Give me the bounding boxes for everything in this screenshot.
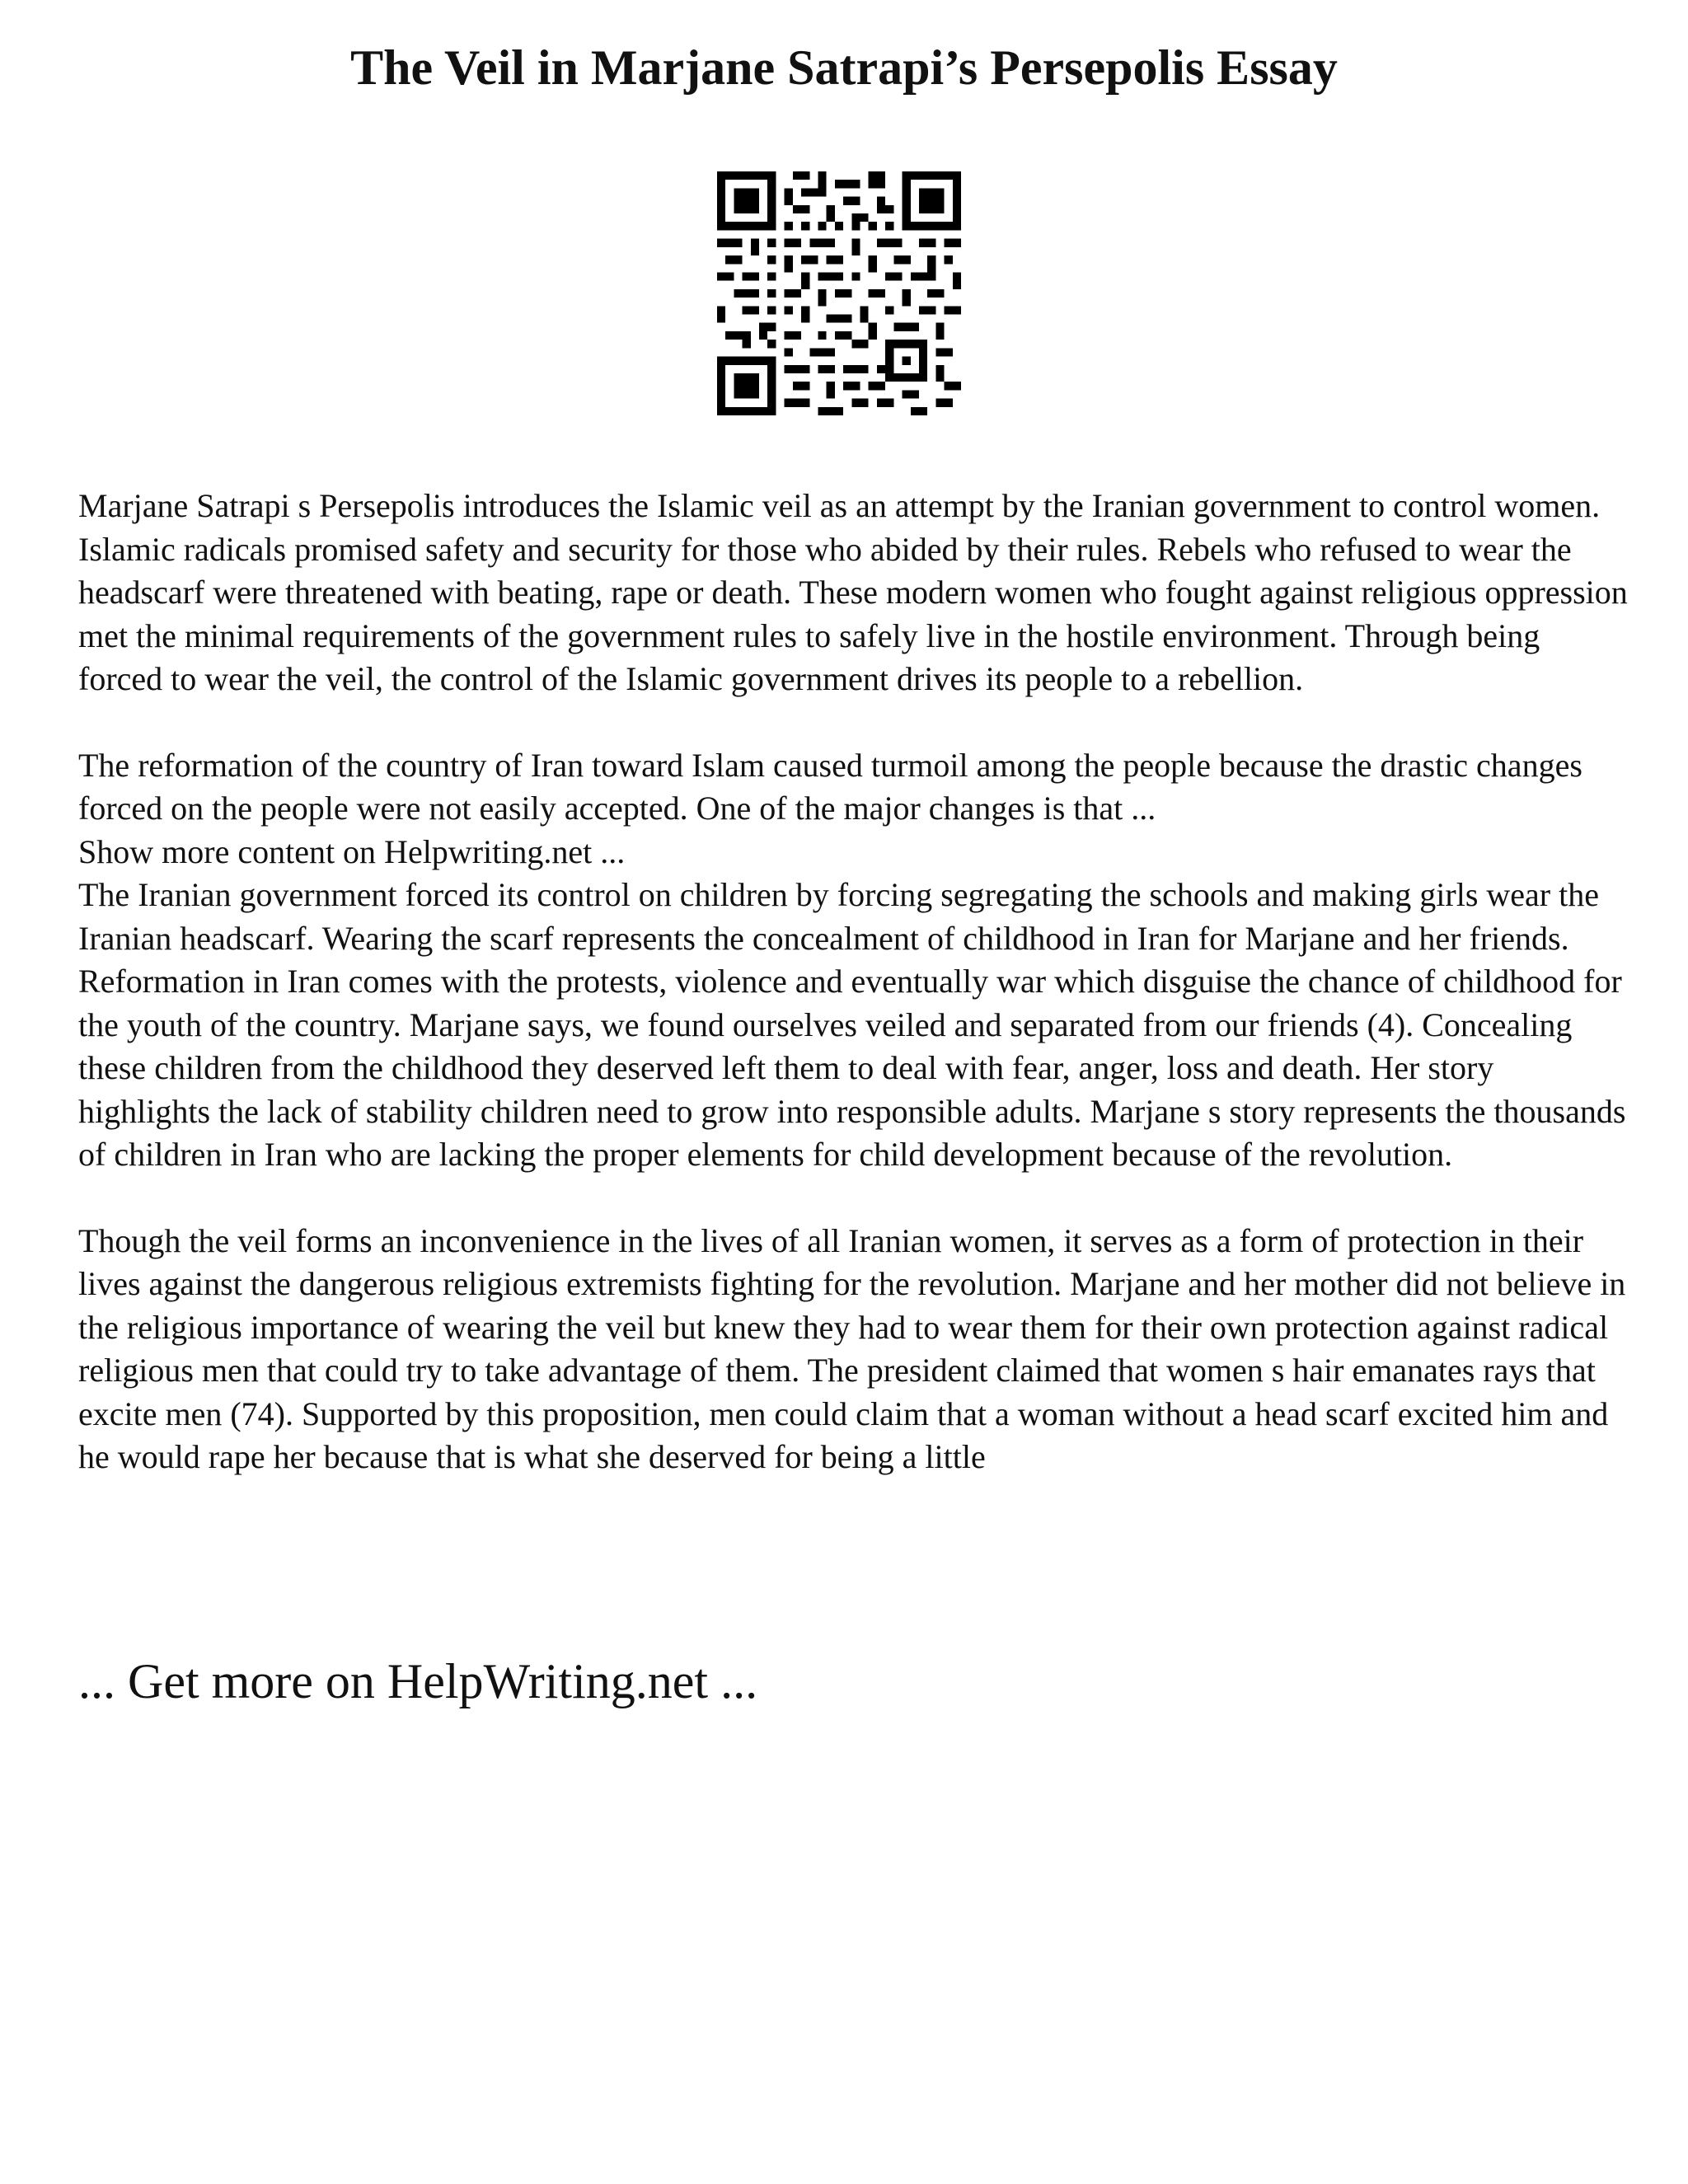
paragraph-intro: Marjane Satrapi s Persepolis introduces the Islamic veil as an attempt by the Iranian government to control women. Islamic radicals promised safety and security for those who abided by their rules. Rebels who refused to wear the headscarf were threatened with beating, rape or death. These modern women who fought against religious oppression met the minimal requirements of the government rules to safely live in the hostile environment. Through being forced to wear the veil, the control of the Islamic government drives its people to a rebellion. — [78, 487, 1628, 697]
paragraph-government-control: The Iranian government forced its control on children by forcing segregating the schools and making girls wear the Iranian headscarf. Wearing the scarf represents the concealment of childhood in Iran for Marjane and her friends. Reformation in Iran comes with the protests, violence and eventually war which disguise the chance of childhood for the youth of the country. Marjane says, we found ourselves veiled and separated from our friends (4). Concealing these children from the childhood they deserved left them to deal with fear, anger, loss and death. Her story highlights the lack of stability children need to grow into responsible adults. Marjane s story represents the thousands of children in Iran who are lacking the proper elements for child development because of the revolution. — [78, 876, 1626, 1173]
essay-body — [78, 485, 1628, 1479]
qr-code-graphic — [717, 171, 961, 415]
show-more-link[interactable]: Show more content on Helpwriting.net ... — [78, 832, 626, 870]
paragraph-veil-protection: Though the veil forms an inconvenience in the lives of all Iranian women, it serves as a form of protection in their lives against the dangerous religious extremists fighting for the revolution. Marjane and her mother did not believe in the religious importance of wearing the veil but knew they had to wear them for their own protection against radical religious men that could try to take advantage of them. The president claimed that women s hair emanates rays that excite men (74). Supported by this proposition, men could claim that a woman without a head scarf excited him and he would rape her because that is what she deserved for being a little — [78, 1221, 1626, 1475]
paragraph-reformation: The reformation of the country of Iran toward Islam caused turmoil among the people because the drastic changes forced on the people were not easily accepted. One of the major changes is that ... — [78, 746, 1582, 827]
qr-code-icon — [717, 171, 961, 415]
page-title: The Veil in Marjane Satrapi’s Persepolis Essay — [350, 40, 1338, 95]
get-more-link[interactable]: ... Get more on HelpWriting.net ... — [78, 1654, 758, 1708]
